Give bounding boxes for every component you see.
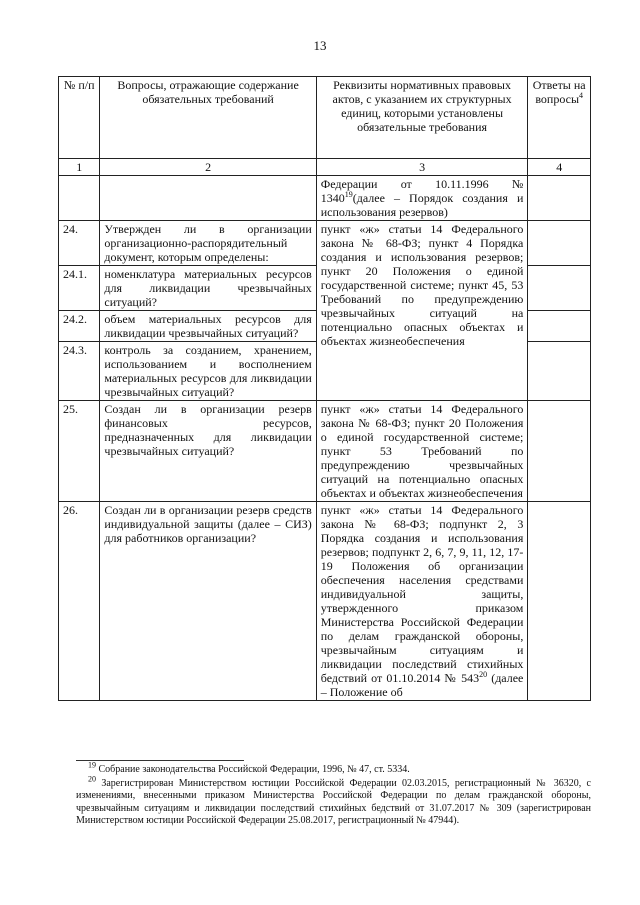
- table-row: [59, 502, 591, 701]
- reference-cell: пункт «ж» статьи 14 Федерального закона № 68-ФЗ; пункт 20 Положения о единой государственной системе; пункт 53 Требований по предупреждению чрезвычайных ситуаций на потенциально опасных объектах и объектах жизнеобеспечения: [316, 401, 528, 502]
- footnotes: [76, 760, 591, 829]
- table-row: [59, 401, 591, 502]
- requirements-table: [58, 76, 591, 701]
- page-number: 13: [313, 38, 327, 53]
- header-references: Реквизиты нормативных правовых актов, с указанием их структурных единиц, которыми установлены обязательные требования: [316, 77, 528, 159]
- question-cell: Создан ли в организации резерв средств индивидуальной защиты (далее – СИЗ) для работников организации?: [100, 502, 316, 701]
- row-number: 24.1.: [59, 266, 100, 311]
- question-cell: контроль за созданием, хранением, использованием и восполнением материальных ресурсов для ликвидации чрезвычайных ситуаций?: [100, 342, 316, 401]
- header-questions: Вопросы, отражающие содержание обязательных требований: [100, 77, 316, 159]
- reference-cell: Федерации от 10.11.1996 № 1340$^{19}$(далее – Порядок создания и использования резервов): [316, 176, 528, 221]
- question-cell: Создан ли в организации резерв финансовых ресурсов, предназначенных для ликвидации чрезвычайных ситуаций?: [100, 401, 316, 502]
- answer-cell: [528, 311, 591, 342]
- question-cell: объем материальных ресурсов для ликвидации чрезвычайных ситуаций?: [100, 311, 316, 342]
- footnote-separator: [76, 760, 244, 761]
- column-number: 1: [59, 159, 100, 176]
- answer-cell: [528, 221, 591, 266]
- row-number: 26.: [59, 502, 100, 701]
- column-number: 3: [316, 159, 528, 176]
- header-number: № п/п: [59, 77, 100, 159]
- row-number: 24.2.: [59, 311, 100, 342]
- column-number: 2: [100, 159, 316, 176]
- question-cell: Утвержден ли в организации организационно-распорядительный документ, которым определены:: [100, 221, 316, 266]
- row-number: 25.: [59, 401, 100, 502]
- question-cell: номенклатура материальных ресурсов для ликвидации чрезвычайных ситуаций?: [100, 266, 316, 311]
- reference-cell: пункт «ж» статьи 14 Федерального закона № 68-ФЗ; пункт 4 Порядка создания и использования резервов; пункт 20 Положения о единой государственной системе; пункт 45, 53 Требований по предупреждению чрезвычайных ситуаций на потенциально опасных объектах и объектах жизнеобеспечения: [316, 221, 528, 401]
- row-number: 24.3.: [59, 342, 100, 401]
- header-answers: Ответы на вопросы$^4$: [528, 77, 591, 159]
- row-number: 24.: [59, 221, 100, 266]
- table-row: [59, 176, 591, 221]
- answer-cell: [528, 401, 591, 502]
- answer-cell: [528, 502, 591, 701]
- reference-cell: пункт «ж» статьи 14 Федерального закона № 68-ФЗ; подпункт 2, 3 Порядка создания и использования резервов; подпункт 2, 6, 7, 9, 11, 12, 17-19 Положения об организации обеспечения населения средствами индивидуальной защиты, утвержденного приказом Министерства Российской Федерации по делам гражданской обороны, чрезвычайным ситуациям и ликвидации последствий стихийных бедствий от 01.10.2014 № $543^{20}$ (далее – Положение об: [316, 502, 528, 701]
- footnote: $^{20}$ Зарегистрирован Министерством юстиции Российской Федерации 02.03.2015, регистрационный № 36320, с изменениями, внесенными приказом Министерства Российской Федерации по делам гражданской обороны, чрезвычайным ситуациям и ликвидации последствий стихийных бедствий от 31.07.2017 № 309 (зарегистрирован Министерством юстиции Российской Федерации 25.08.2017, регистрационный № 47944).: [76, 774, 591, 826]
- table-row: [59, 221, 591, 266]
- footnote: $^{19}$ Собрание законодательства Российской Федерации, 1996, № 47, ст. 5334.: [88, 760, 410, 775]
- table-header-row: [59, 77, 591, 159]
- answer-cell: [528, 266, 591, 311]
- column-numbers-row: [59, 159, 591, 176]
- answer-cell: [528, 342, 591, 401]
- column-number: 4: [528, 159, 591, 176]
